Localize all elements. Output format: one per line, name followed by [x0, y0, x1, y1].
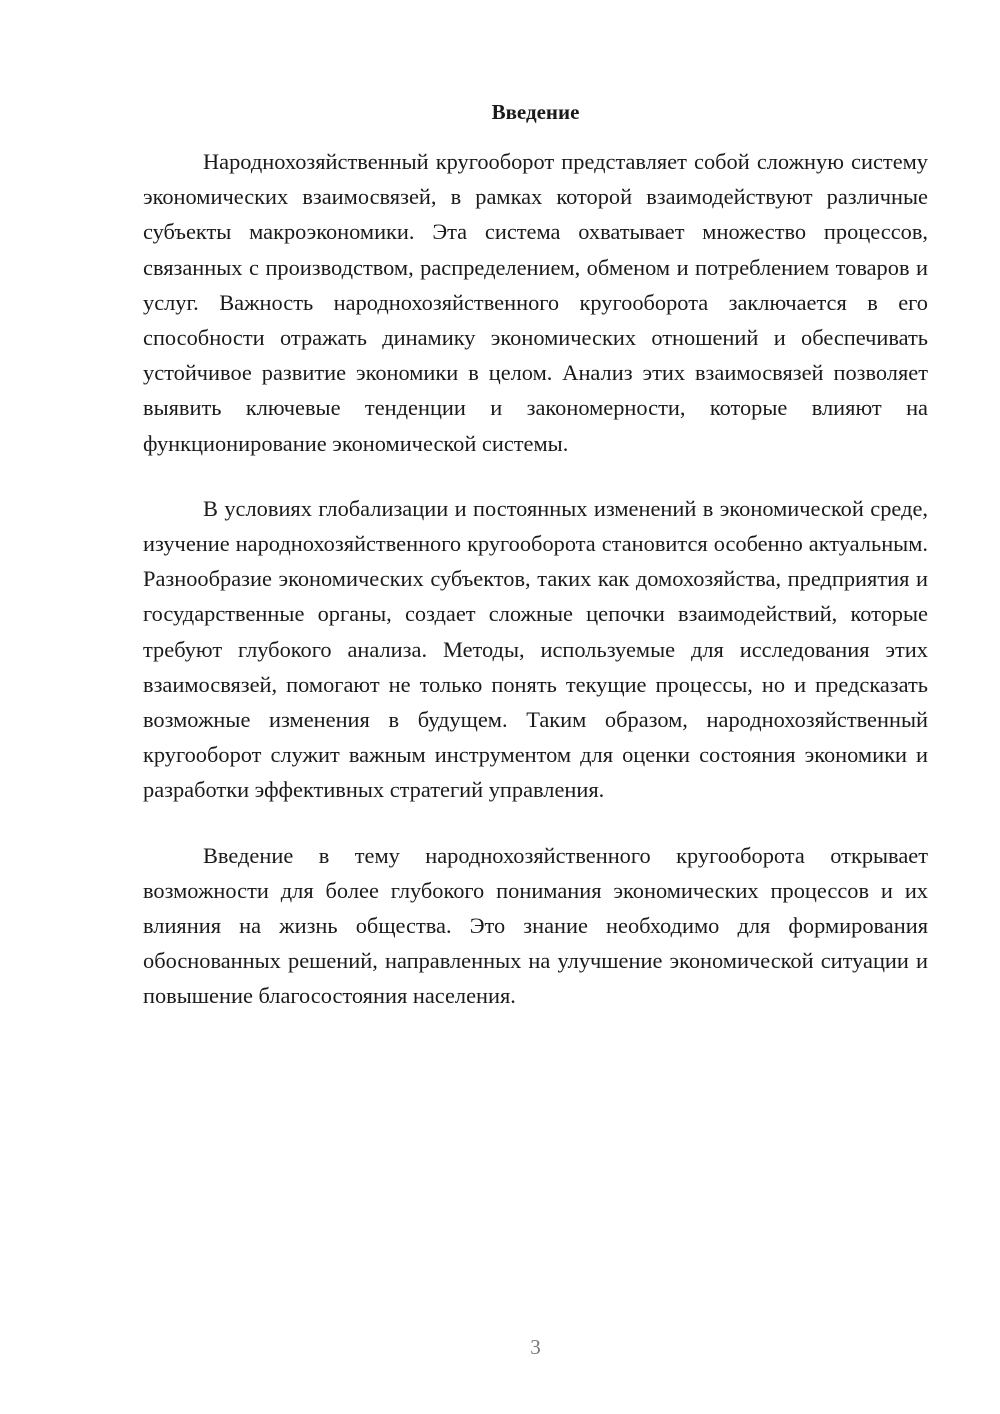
- page-number: 3: [530, 1335, 541, 1359]
- paragraph-2: В условиях глобализации и постоянных изменений в экономической среде, изучение народнохозяйственного кругооборота становится особенно актуальным. Разнообразие экономических субъектов, таких как домохозяйства, предприятия и государственные органы, создает сложные цепочки взаимодействий, которые требуют глубокого анализа. Методы, используемые для исследования этих взаимосвязей, помогают не только понять текущие процессы, но и предсказать возможные изменения в будущем. Таким образом, народнохозяйственный кругооборот служит важным инструментом для оценки состояния экономики и разработки эффективных стратегий управления.: [143, 495, 928, 803]
- paragraph-3: Введение в тему народнохозяйственного кругооборота открывает возможности для более глубокого понимания экономических процессов и их влияния на жизнь общества. Это знание необходимо для формирования обоснованных решений, направленных на улучшение экономической ситуации и повышение благосостояния населения.: [143, 842, 928, 1009]
- body-text: [143, 144, 928, 1044]
- document-page: [143, 0, 928, 1414]
- section-heading: Введение: [491, 100, 580, 124]
- paragraph-1: Народнохозяйственный кругооборот представляет собой сложную систему экономических взаимосвязей, в рамках которой взаимодействуют различные субъекты макроэкономики. Эта система охватывает множество процессов, связанных с производством, распределением, обменом и потреблением товаров и услуг. Важность народнохозяйственного кругооборота заключается в его способности отражать динамику экономических отношений и обеспечивать устойчивое развитие экономики в целом. Анализ этих взаимосвязей позволяет выявить ключевые тенденции и закономерности, которые влияют на функционирование экономической системы.: [143, 149, 928, 456]
